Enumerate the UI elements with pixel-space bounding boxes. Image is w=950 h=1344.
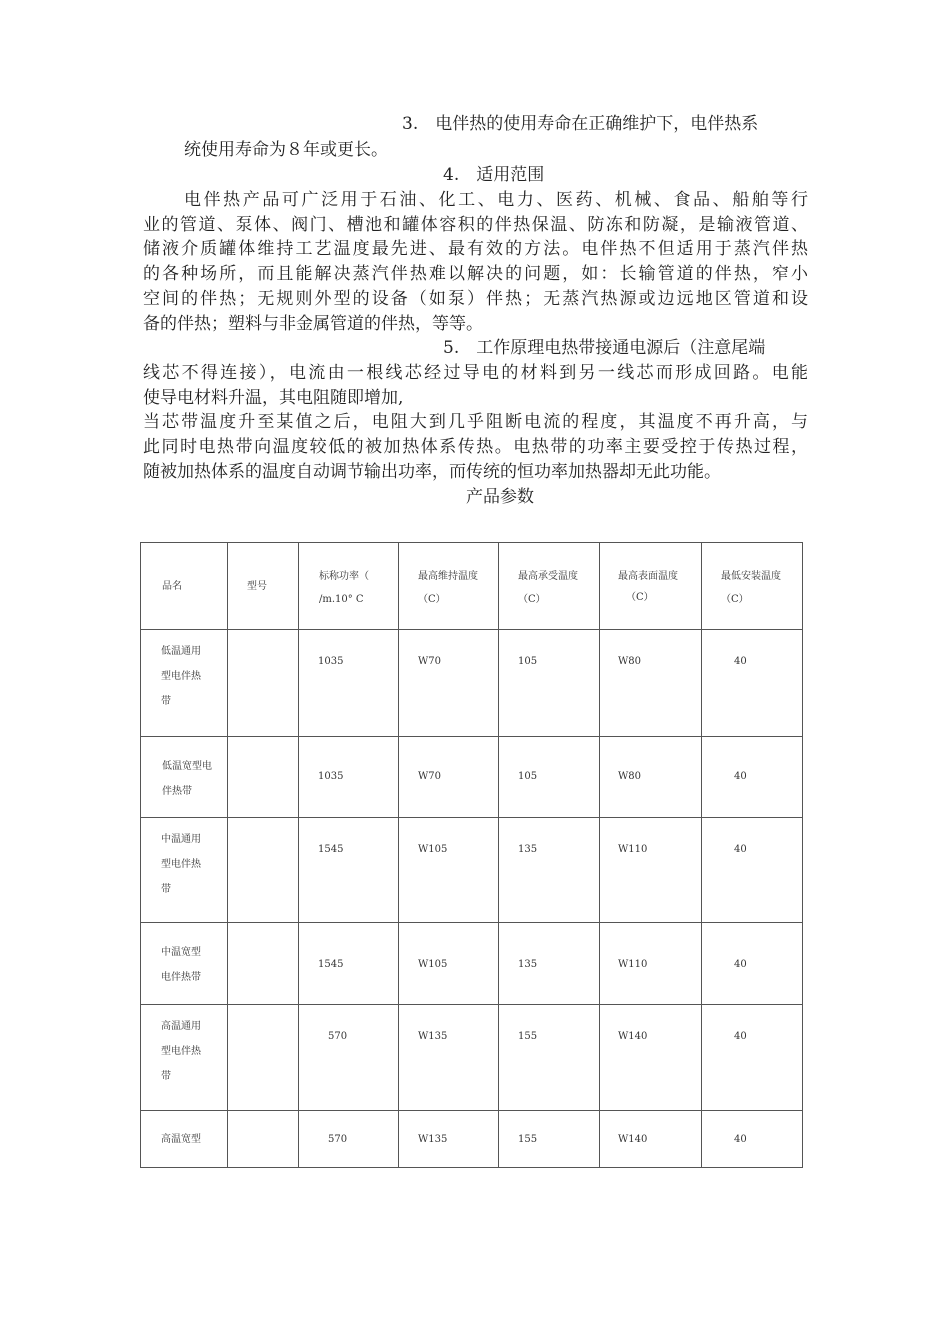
row-install-cell	[702, 923, 803, 1005]
row-maintain-cell	[399, 630, 499, 737]
table-row	[141, 630, 803, 737]
table-row	[141, 1005, 803, 1111]
row-withstand-cell	[499, 737, 600, 818]
table-row	[141, 1111, 803, 1168]
header-power-cell	[299, 543, 399, 630]
row-name-line: 型电伴热	[161, 859, 201, 870]
row-withstand: 105	[518, 771, 538, 782]
row-surface: W80	[618, 656, 642, 667]
section-5-line-4: 当芯带温度升至某值之后，电阻大到几乎阻断电流的程度，其温度不再升高，与	[143, 412, 808, 432]
row-withstand-cell	[499, 923, 600, 1005]
row-power: 1545	[318, 959, 344, 970]
row-install: 40	[734, 959, 747, 970]
row-maintain: W135	[418, 1031, 448, 1042]
row-surface-cell	[600, 737, 702, 818]
header-withstand-cell	[499, 543, 600, 630]
row-withstand-cell	[499, 1111, 600, 1168]
row-maintain: W105	[418, 959, 448, 970]
header-model: 型号	[247, 581, 267, 592]
row-name-cell	[141, 1111, 228, 1168]
row-name-line: 型电伴热	[161, 1046, 201, 1057]
section-5-line-6: 随被加热体系的温度自动调节输出功率，而传统的恒功率加热器却无此功能。	[143, 462, 721, 482]
section-3-line-1: 3. 电伴热的使用寿命在正确维护下，电伴热系	[402, 114, 759, 134]
header-withstand-line-2: （C）	[518, 594, 546, 605]
row-name-cell	[141, 630, 228, 737]
row-surface: W110	[618, 844, 648, 855]
header-name-cell	[141, 543, 228, 630]
row-withstand: 105	[518, 656, 538, 667]
row-maintain-cell	[399, 737, 499, 818]
row-maintain-cell	[399, 1005, 499, 1111]
product-parameter-table	[140, 542, 803, 1168]
header-maintain-cell	[399, 543, 499, 630]
table-title: 产品参数	[466, 487, 534, 507]
row-install-cell	[702, 1005, 803, 1111]
row-name-line: 带	[161, 884, 171, 895]
row-power: 570	[328, 1031, 348, 1042]
table-row	[141, 737, 803, 818]
row-name-line: 型电伴热	[161, 671, 201, 682]
header-install-cell	[702, 543, 803, 630]
row-install: 40	[734, 1031, 747, 1042]
row-name-cell	[141, 737, 228, 818]
header-install-line-2: （C）	[721, 594, 749, 605]
header-name: 品名	[162, 581, 182, 592]
row-maintain: W70	[418, 656, 442, 667]
row-install: 40	[734, 844, 747, 855]
row-name-cell	[141, 923, 228, 1005]
section-5-line-1: 5. 工作原理电热带接通电源后（注意尾端	[443, 338, 766, 358]
header-withstand-line-1: 最高承受温度	[518, 571, 578, 582]
row-name-cell	[141, 1005, 228, 1111]
row-name-line: 低温通用	[161, 646, 201, 657]
row-surface-cell	[600, 630, 702, 737]
row-power-cell	[299, 737, 399, 818]
row-install-cell	[702, 630, 803, 737]
row-power: 570	[328, 1134, 348, 1145]
row-surface-cell	[600, 1111, 702, 1168]
header-maintain-line-1: 最高维持温度	[418, 571, 478, 582]
table-header-row	[141, 543, 803, 630]
row-power: 1035	[318, 656, 344, 667]
header-surface-cell	[600, 543, 702, 630]
row-install: 40	[734, 771, 747, 782]
row-withstand-cell	[499, 630, 600, 737]
row-surface: W80	[618, 771, 642, 782]
row-power: 1545	[318, 844, 344, 855]
header-surface-line-1: 最高表面温度	[618, 571, 678, 582]
section-4-heading: 4. 适用范围	[443, 165, 545, 185]
row-power-cell	[299, 818, 399, 923]
row-install-cell	[702, 818, 803, 923]
section-5-line-2: 线芯不得连接），电流由一根线芯经过导电的材料到另一线芯而形成回路。电能	[143, 363, 808, 383]
row-withstand: 135	[518, 959, 538, 970]
table-row	[141, 818, 803, 923]
row-name-line: 高温通用	[161, 1021, 201, 1032]
row-maintain: W105	[418, 844, 448, 855]
row-install: 40	[734, 1134, 747, 1145]
section-5-line-3: 使导电材料升温，其电阻随即增加,	[143, 388, 404, 408]
row-maintain-cell	[399, 1111, 499, 1168]
section-4-line-6: 备的伴热；塑料与非金属管道的伴热，等等。	[143, 314, 483, 334]
row-name-line: 带	[161, 696, 171, 707]
header-maintain-line-2: （C）	[418, 594, 446, 605]
row-surface-cell	[600, 818, 702, 923]
row-name-line: 伴热带	[162, 786, 192, 797]
section-5-line-5: 此同时电热带向温度较低的被加热体系传热。电热带的功率主要受控于传热过程，	[143, 437, 808, 457]
row-install-cell	[702, 737, 803, 818]
header-power-line-1: 标称功率（	[319, 571, 369, 582]
row-name-line: 带	[161, 1071, 171, 1082]
row-model-cell	[228, 1005, 299, 1111]
row-power-cell	[299, 1005, 399, 1111]
row-name-line: 低温宽型电	[162, 761, 212, 772]
row-surface: W110	[618, 959, 648, 970]
row-power-cell	[299, 923, 399, 1005]
row-name-line: 中温宽型	[161, 947, 201, 958]
row-model-cell	[228, 1111, 299, 1168]
row-maintain: W135	[418, 1134, 448, 1145]
row-surface: W140	[618, 1031, 648, 1042]
row-maintain: W70	[418, 771, 442, 782]
row-name-cell	[141, 818, 228, 923]
row-withstand: 155	[518, 1134, 538, 1145]
header-model-cell	[228, 543, 299, 630]
row-surface: W140	[618, 1134, 648, 1145]
row-withstand: 155	[518, 1031, 538, 1042]
header-surface-line-2: （C）	[626, 592, 654, 603]
row-power-cell	[299, 1111, 399, 1168]
row-install-cell	[702, 1111, 803, 1168]
section-4-line-5: 空间的伴热；无规则外型的设备（如泵）伴热；无蒸汽热源或边远地区管道和设	[143, 289, 808, 309]
row-install: 40	[734, 656, 747, 667]
row-name-line: 电伴热带	[161, 972, 201, 983]
section-4-line-2: 业的管道、泵体、阀门、槽池和罐体容积的伴热保温、防冻和防凝，是输液管道、	[143, 215, 808, 235]
table-row	[141, 923, 803, 1005]
row-model-cell	[228, 818, 299, 923]
row-surface-cell	[600, 1005, 702, 1111]
row-withstand-cell	[499, 818, 600, 923]
row-name-line: 高温宽型	[161, 1134, 201, 1145]
header-install-line-1: 最低安装温度	[721, 571, 781, 582]
row-model-cell	[228, 630, 299, 737]
row-model-cell	[228, 737, 299, 818]
row-maintain-cell	[399, 818, 499, 923]
row-maintain-cell	[399, 923, 499, 1005]
row-name-line: 中温通用	[161, 834, 201, 845]
section-4-line-3: 储液介质罐体维持工艺温度最先进、最有效的方法。电伴热不但适用于蒸汽伴热	[143, 239, 808, 259]
row-surface-cell	[600, 923, 702, 1005]
row-withstand-cell	[499, 1005, 600, 1111]
row-model-cell	[228, 923, 299, 1005]
section-3-line-2: 统使用寿命为８年或更长。	[184, 140, 388, 160]
header-power-line-2: /m.10° C	[319, 594, 364, 605]
section-4-line-1: 电伴热产品可广泛用于石油、化工、电力、医药、机械、食品、船舶等行	[184, 190, 808, 210]
row-power: 1035	[318, 771, 344, 782]
row-withstand: 135	[518, 844, 538, 855]
row-power-cell	[299, 630, 399, 737]
section-4-line-4: 的各种场所，而且能解决蒸汽伴热难以解决的问题，如：长输管道的伴热，窄小	[143, 264, 808, 284]
